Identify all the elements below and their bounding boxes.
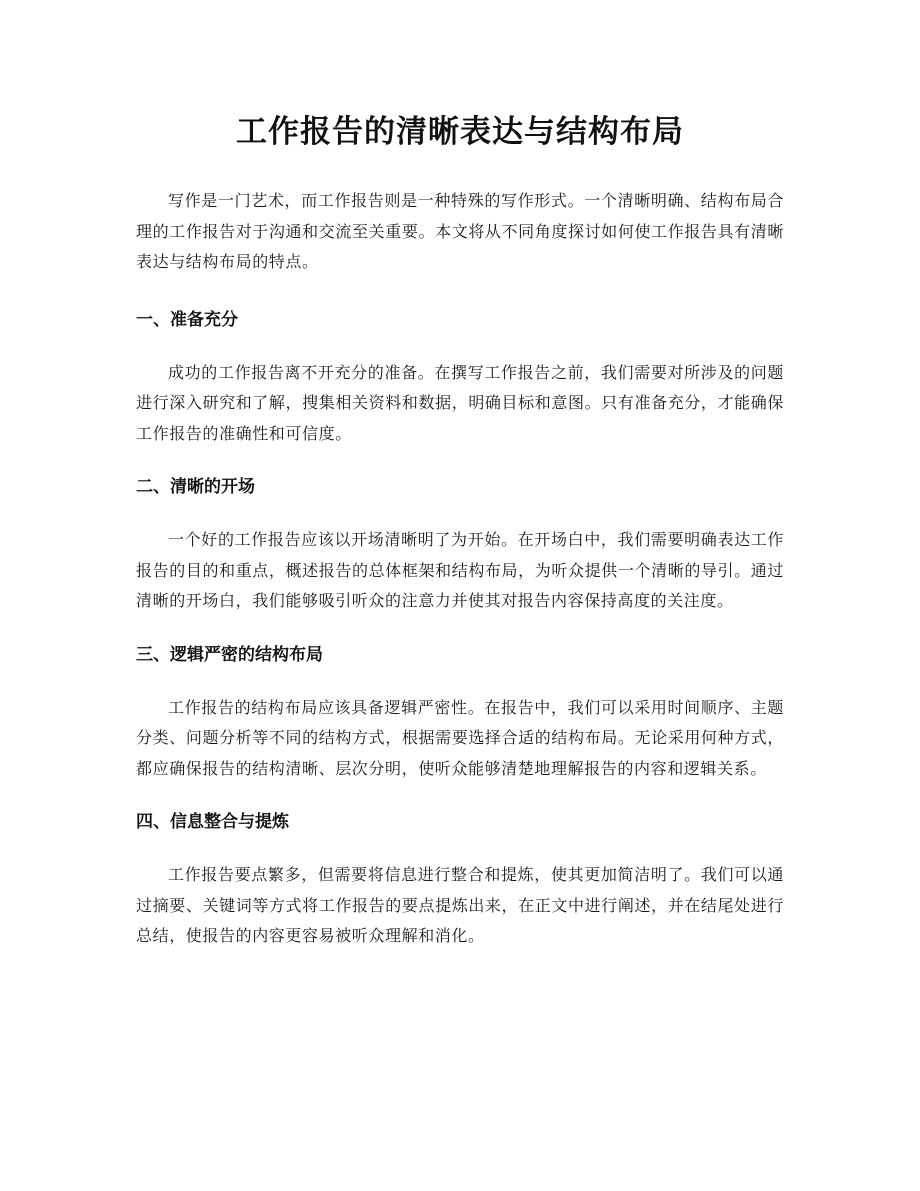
section-body-structure: 工作报告的结构布局应该具备逻辑严密性。在报告中，我们可以采用时间顺序、主题分类、问题分析等不同的结构方式，根据需要选择合适的结构布局。无论采用何种方式，都应确保报告的结构清晰、层次分明，使听众能够清楚地理解报告的内容和逻辑关系。 (136, 697, 784, 778)
section-body-preparation: 成功的工作报告离不开充分的准备。在撰写工作报告之前，我们需要对所涉及的问题进行深入研究和了解，搜集相关资料和数据，明确目标和意图。只有准备充分，才能确保工作报告的准确性和可信度。 (136, 362, 784, 443)
intro-paragraph: 写作是一门艺术，而工作报告则是一种特殊的写作形式。一个清晰明确、结构布局合理的工作报告对于沟通和交流至关重要。本文将从不同角度探讨如何使工作报告具有清晰表达与结构布局的特点。 (136, 191, 784, 271)
document-title: 工作报告的清晰表达与结构布局 (236, 114, 684, 150)
section-heading-structure: 三、逻辑严密的结构布局 (136, 644, 323, 665)
section-heading-opening: 二、清晰的开场 (136, 477, 255, 497)
section-heading-integration: 四、信息整合与提炼 (136, 812, 289, 832)
section-heading-preparation: 一、准备充分 (136, 309, 238, 330)
document-page (136, 0, 784, 952)
section-body-opening: 一个好的工作报告应该以开场清晰明了为开始。在开场白中，我们需要明确表达工作报告的目的和重点，概述报告的总体框架和结构布局，为听众提供一个清晰的导引。通过清晰的开场白，我们能够吸引听众的注意力并使其对报告内容保持高度的关注度。 (136, 530, 784, 610)
section-body-integration: 工作报告要点繁多，但需要将信息进行整合和提炼，使其更加简洁明了。我们可以通过摘要、关键词等方式将工作报告的要点提炼出来，在正文中进行阐述，并在结尾处进行总结，使报告的内容更容易被听众理解和消化。 (136, 865, 784, 945)
